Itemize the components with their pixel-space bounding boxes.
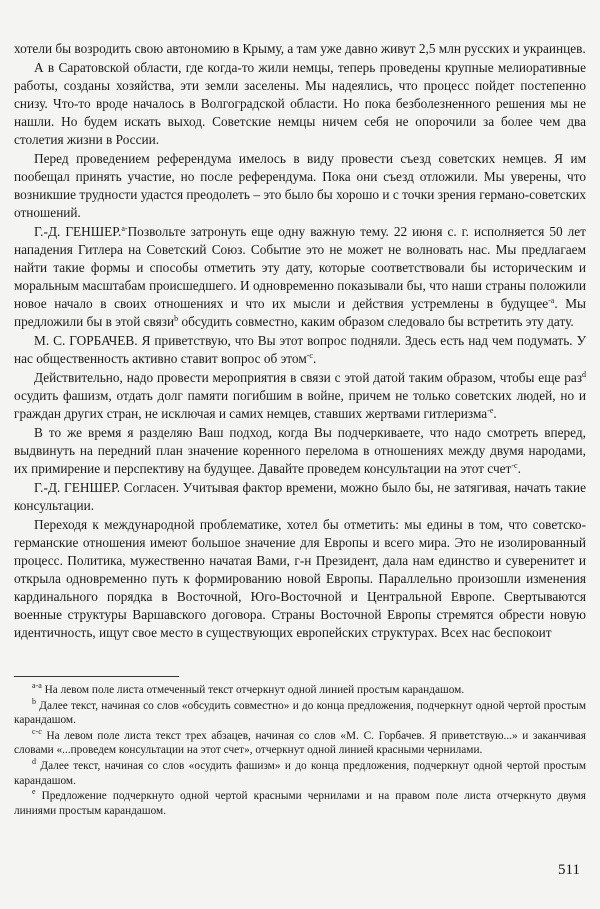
footnote: $^{а-а}$ На левом поле листа отмеченный текст отчеркнут одной линией простым карандашом. — [32, 681, 465, 696]
paragraph: Переходя к международной проблематике, хотел бы отметить: мы едины в том, что советско-германские отношения имеют большое значение для Европы и всего мира. Это не изолированный процесс. Политика, мужественно начатая Вами, г-н Президент, дала нам единство и суверенитет и открыла одновременно путь к формированию новой Европы. Параллельно произошли изменения кардинального порядка в Восточной, Юго-Восточной и Центральной Европе. Свертываются военные структуры Варшавского договора. Страны Восточной Европы стремятся обрести новую идентичность, ищут свое место в существующих европейских структурах. Всех нас беспокоит — [14, 517, 586, 640]
main-text — [14, 40, 586, 642]
footnote-mark: -е — [487, 406, 494, 415]
paragraph: Г.-Д. ГЕНШЕР. Согласен. Учитывая фактор времени, можно было бы, не затягивая, начать такие консультации. — [14, 480, 586, 513]
footnote-mark: а-а — [32, 681, 42, 690]
footnotes — [14, 683, 586, 818]
footnote-mark: с-с — [32, 726, 42, 736]
paragraph: В то же время я разделяю Ваш подход, когда Вы подчеркиваете, что надо смотреть вперед, выдвинуть на передний план значение коренного перелома в отношениях между двумя народами, их примирение и перспективу на будущее. Давайте проведем консультации на этот счет$^{-с}$. — [14, 425, 586, 476]
paragraph: М. С. ГОРБАЧЕВ. Я приветствую, что Вы этот вопрос подняли. Здесь есть над чем подумать. У нас общественность активно ставит вопрос об этом$^{-с}$. — [14, 333, 586, 366]
page-number: 511 — [558, 862, 580, 878]
footnote: $^е$ Предложение подчеркнуто одной чертой красными чернилами и на правом поле листа отчеркнуто двумя линиями простым карандашом. — [14, 787, 586, 817]
footnote-mark: -с — [306, 351, 313, 360]
footnote-mark: d — [32, 756, 36, 766]
footnote-mark: а- — [121, 224, 128, 233]
paragraph: хотели бы возродить свою автономию в Крыму, а там уже давно живут 2,5 млн русских и украинцев. — [14, 41, 586, 56]
footnote-mark: е — [32, 787, 36, 797]
footnote-divider — [14, 676, 179, 677]
footnote: $^{с-с}$ На левом поле листа текст трех абзацев, начиная со слов «М. С. Горбачев. Я приветствую...» и заканчивая словами «...проведем консультации на этот счет», отчеркнут одной линией красными чернилами. — [14, 726, 586, 757]
footnote-mark: d — [582, 370, 586, 379]
footnote-mark: -с — [511, 461, 518, 470]
footnote-mark: b — [174, 314, 179, 323]
paragraph: Перед проведением референдума имелось в виду провести съезд советских немцев. Я им пообещал принять участие, но после референдума. Пока они съезд отложили. Мы уверены, что возникшие трудности удастся преодолеть – это было бы хорошо и с точки зрения германо-советских отношений. — [14, 151, 586, 220]
paragraph: Г.-Д. ГЕНШЕР.$^{а-}$Позвольте затронуть еще одну важную тему. 22 июня с. г. исполняется 50 лет нападения Гитлера на Советский Союз. Событие это не может не волновать нас. Мы предлагаем найти такие формы и способы отметить эту дату, которые соответствовали бы историческим и моральным масштабам происшедшего. И одновременно показывали бы, что наши страны положили новое начало в своих отношениях и что их мысли и действия устремлены в будущее$^{-а}$. Мы предложили бы в этой связи$^b$ обсудить совместно, каким образом следовало бы встретить эту дату. — [14, 224, 586, 329]
footnote-mark: -а — [548, 296, 555, 305]
footnote-mark: b — [32, 696, 36, 706]
paragraph: А в Саратовской области, где когда-то жили немцы, теперь проведены крупные мелиоративные работы, созданы хозяйства, эти земли заселены. Мы надеялись, что процесс пойдет постепенно снизу. Что-то вроде началось в Волгоградской области. Но пока безболезненного решения мы не нашли. Но будем искать выход. Советские немцы ничем себя не опорочили за более чем два столетия жизни в России. — [14, 60, 586, 147]
document-page — [14, 0, 586, 909]
footnote: $^b$ Далее текст, начиная со слов «обсудить совместно» и до конца предложения, подчеркнут одной чертой простым карандашом. — [14, 696, 586, 727]
footnote: $^d$ Далее текст, начиная со слов «осудить фашизм» и до конца предложения, подчеркнут одной чертой простым карандашом. — [14, 756, 586, 787]
paragraph: Действительно, надо провести мероприятия в связи с этой датой таким образом, чтобы еще раз$^d$ осудить фашизм, отдать долг памяти погибшим в войне, причем не только советских людей, но и граждан других стран, не исключая и самих немцев, ставших жертвами гитлеризма$^{-е}$. — [14, 370, 586, 421]
